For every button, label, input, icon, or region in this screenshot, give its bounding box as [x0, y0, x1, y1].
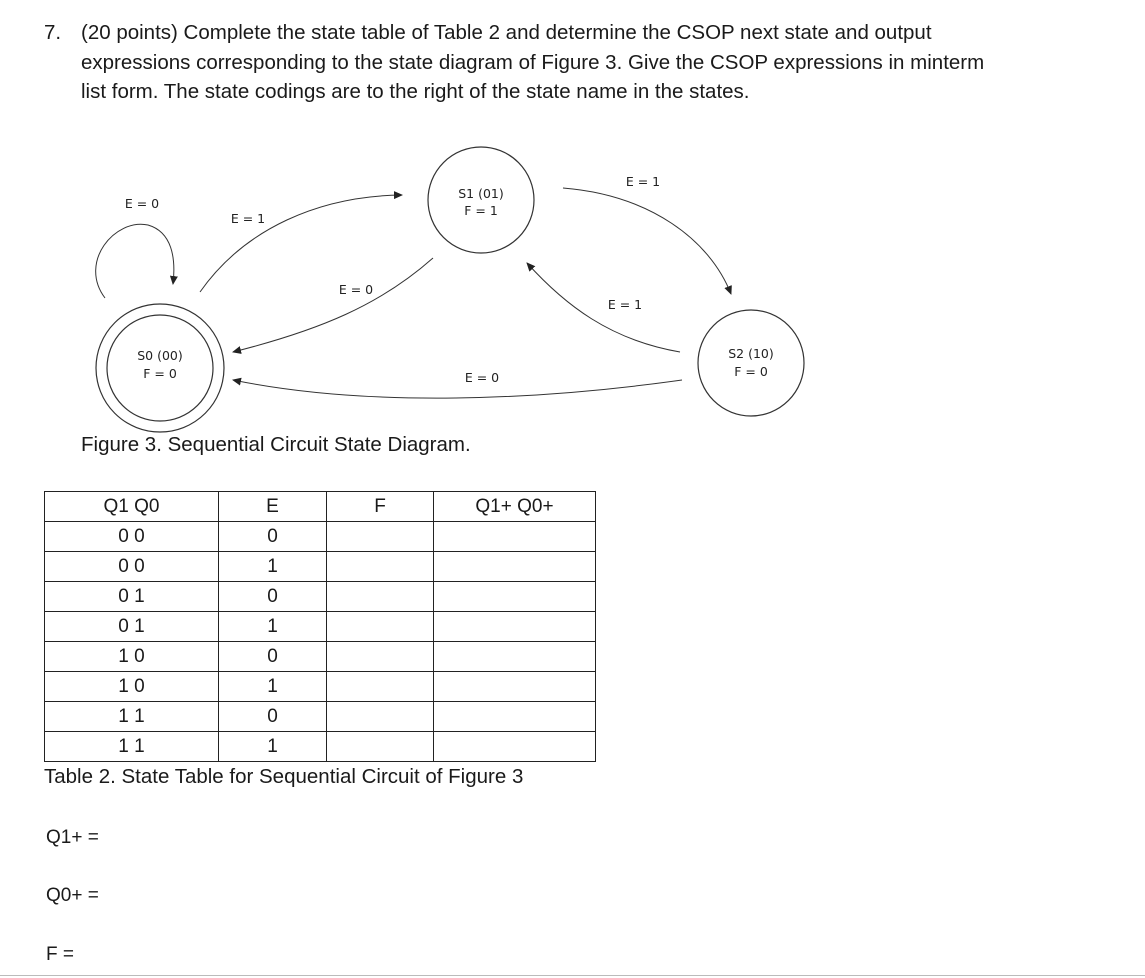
header-e: E [219, 492, 327, 522]
label-s2-to-s0: E = 0 [464, 370, 500, 385]
transition-s2-to-s1 [527, 263, 680, 352]
label-s0-self: E = 0 [124, 196, 160, 211]
cell-state: 1 0 [45, 642, 219, 672]
state-s1-name: S1 (01) [458, 186, 504, 201]
cell-state: 1 1 [45, 732, 219, 762]
cell-state: 0 1 [45, 612, 219, 642]
q1-next-expression: Q1+ = [46, 827, 99, 848]
cell-f[interactable] [327, 672, 434, 702]
cell-e: 1 [219, 732, 327, 762]
question-text: (20 points) Complete the state table of Table 2 and determine the CSOP next state and output expressions corresponding to the state diagram of Figure 3. Give the CSOP expressions in minterm list form. The state codings are to the right of the state name in the states. [81, 21, 985, 103]
cell-e: 1 [219, 612, 327, 642]
cell-next[interactable] [434, 552, 596, 582]
state-table [44, 491, 596, 762]
table-row [45, 552, 596, 582]
header-q1q0: Q1 Q0 [45, 492, 219, 522]
cell-f[interactable] [327, 702, 434, 732]
cell-next[interactable] [434, 582, 596, 612]
transition-s1-to-s0 [233, 258, 433, 352]
q0-next-expression: Q0+ = [46, 885, 99, 906]
table-header-row [45, 492, 596, 522]
state-s2-name: S2 (10) [728, 346, 774, 361]
cell-state: 1 0 [45, 672, 219, 702]
cell-f[interactable] [327, 612, 434, 642]
transition-s2-to-s0 [233, 380, 682, 398]
cell-next[interactable] [434, 612, 596, 642]
f-expression: F = [46, 944, 74, 965]
cell-next[interactable] [434, 702, 596, 732]
state-s0-name: S0 (00) [137, 348, 183, 363]
table-row [45, 582, 596, 612]
table-caption: Table 2. State Table for Sequential Circuit of Figure 3 [44, 765, 524, 788]
cell-state: 0 0 [45, 552, 219, 582]
table-row [45, 612, 596, 642]
cell-next[interactable] [434, 642, 596, 672]
cell-next[interactable] [434, 672, 596, 702]
cell-state: 0 0 [45, 522, 219, 552]
cell-e: 0 [219, 702, 327, 732]
label-s2-to-s1: E = 1 [607, 297, 643, 312]
cell-f[interactable] [327, 522, 434, 552]
table-row [45, 702, 596, 732]
cell-state: 0 1 [45, 582, 219, 612]
label-s1-to-s0: E = 0 [338, 282, 374, 297]
cell-f[interactable] [327, 732, 434, 762]
state-s1-output: F = 1 [464, 203, 498, 218]
table-row [45, 732, 596, 762]
cell-e: 0 [219, 582, 327, 612]
transition-s0-to-s1 [200, 195, 402, 292]
label-s1-to-s2: E = 1 [625, 174, 661, 189]
cell-f[interactable] [327, 642, 434, 672]
table-row [45, 642, 596, 672]
question-number: 7. [44, 21, 62, 44]
cell-e: 1 [219, 672, 327, 702]
cell-e: 1 [219, 552, 327, 582]
cell-f[interactable] [327, 552, 434, 582]
cell-next[interactable] [434, 732, 596, 762]
header-next-state: Q1+ Q0+ [434, 492, 596, 522]
state-diagram [0, 0, 1145, 470]
cell-next[interactable] [434, 522, 596, 552]
state-s2-output: F = 0 [734, 364, 768, 379]
state-s0-output: F = 0 [143, 366, 177, 381]
transition-s1-to-s2 [563, 188, 731, 294]
cell-e: 0 [219, 642, 327, 672]
state-s2-circle [698, 310, 804, 416]
cell-state: 1 1 [45, 702, 219, 732]
transition-s0-self-loop [96, 224, 174, 298]
page-bottom-divider [0, 975, 1145, 976]
table-row [45, 672, 596, 702]
cell-e: 0 [219, 522, 327, 552]
header-f: F [327, 492, 434, 522]
figure-caption: Figure 3. Sequential Circuit State Diagram. [81, 433, 471, 456]
table-row [45, 522, 596, 552]
label-s0-to-s1: E = 1 [230, 211, 266, 226]
cell-f[interactable] [327, 582, 434, 612]
